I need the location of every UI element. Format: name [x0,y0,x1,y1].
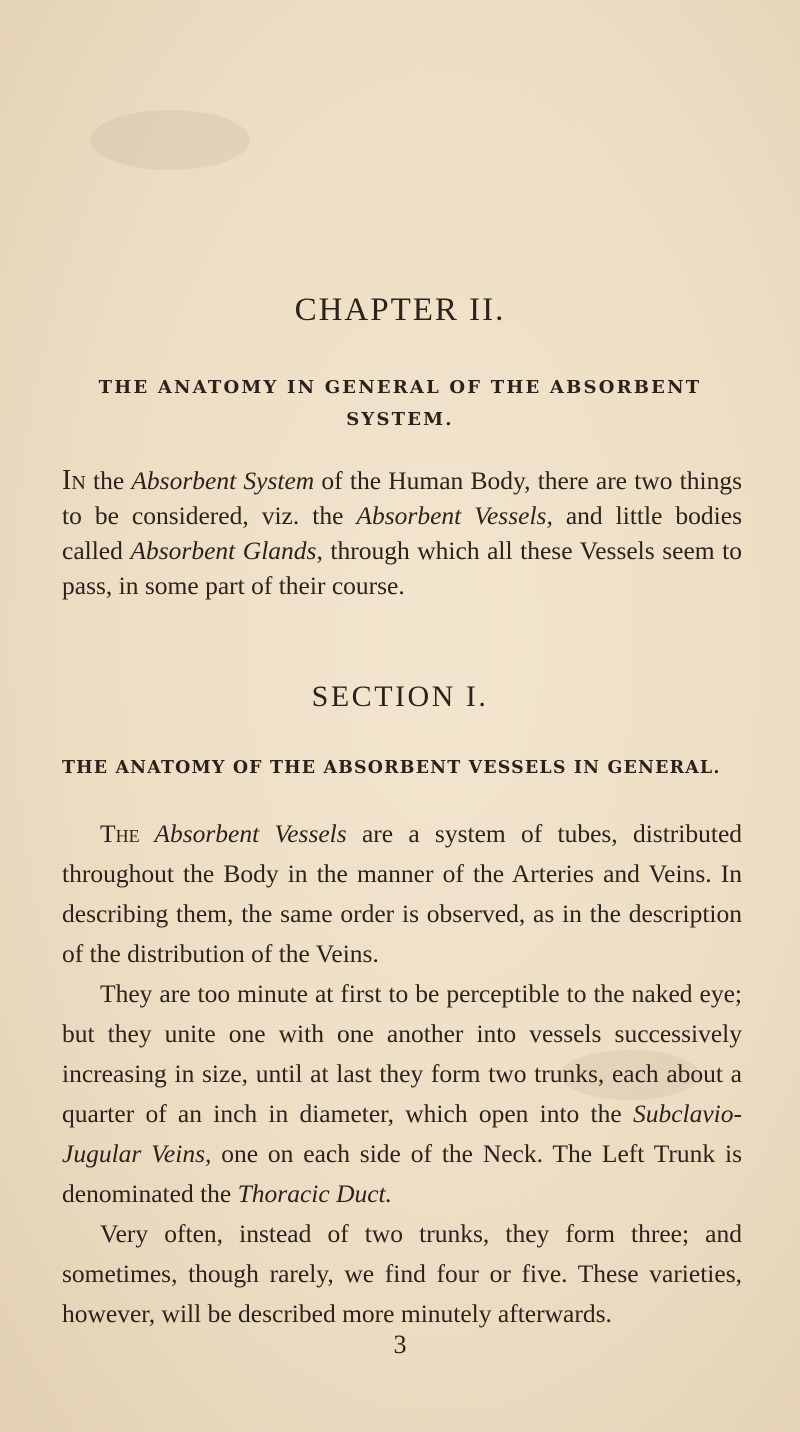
italic-term: Thoracic Duct. [237,1179,393,1208]
intro-text: and little bodies called [62,501,742,565]
intro-italic-term: Absorbent Vessels, [356,501,553,530]
body-paragraph-2 [62,974,742,1214]
section-title: SECTION I. [311,680,489,713]
section-body [62,814,742,1334]
intro-text: the [85,466,132,495]
intro-lead-word: In [62,465,86,496]
paragraph-lead-word: The [100,819,140,848]
paragraph-text: one on each side of the Neck. The Left Trunk is denominated the [62,1139,743,1208]
intro-text: through which all these Vessels seem to pass, in some part of their course. [62,536,742,600]
body-paragraph-1 [62,814,742,974]
body-paragraph-3 [62,1214,742,1334]
intro-italic-term: Absorbent Glands, [130,536,323,565]
intro-text: of the Human Body, there are two things to be considered, viz. the [62,466,743,530]
paper-stain [90,110,250,170]
italic-term: Subclavio-Jugular Veins, [62,1099,742,1168]
paragraph-text: are a system of tubes, distributed throughout the Body in the manner of the Arteries and Veins. In describing them, the same order is observed, as in the description of the distribution of the Veins. [62,819,743,968]
paragraph-text: They are too minute at first to be perceptible to the naked eye; but they unite one with one another into vessels successively increasing in size, until at last they form two trunks, each about a quarter of an inch in diameter, which open into the [62,979,742,1128]
intro-italic-term: Absorbent System [131,466,315,495]
section-subtitle: THE ANATOMY OF THE ABSORBENT VESSELS IN GENERAL. [62,758,721,778]
paragraph-text: Very often, instead of two trunks, they form three; and sometimes, though rarely, we find four or five. These varieties, however, will be described more minutely afterwards. [62,1219,742,1328]
page-number: 3 [393,1330,407,1359]
intro-paragraph [62,463,742,603]
chapter-subtitle: THE ANATOMY IN GENERAL OF THE ABSORBENT SYSTEM. [98,377,702,430]
italic-term: Absorbent Vessels [139,819,347,848]
chapter-title: CHAPTER II. [294,292,506,328]
